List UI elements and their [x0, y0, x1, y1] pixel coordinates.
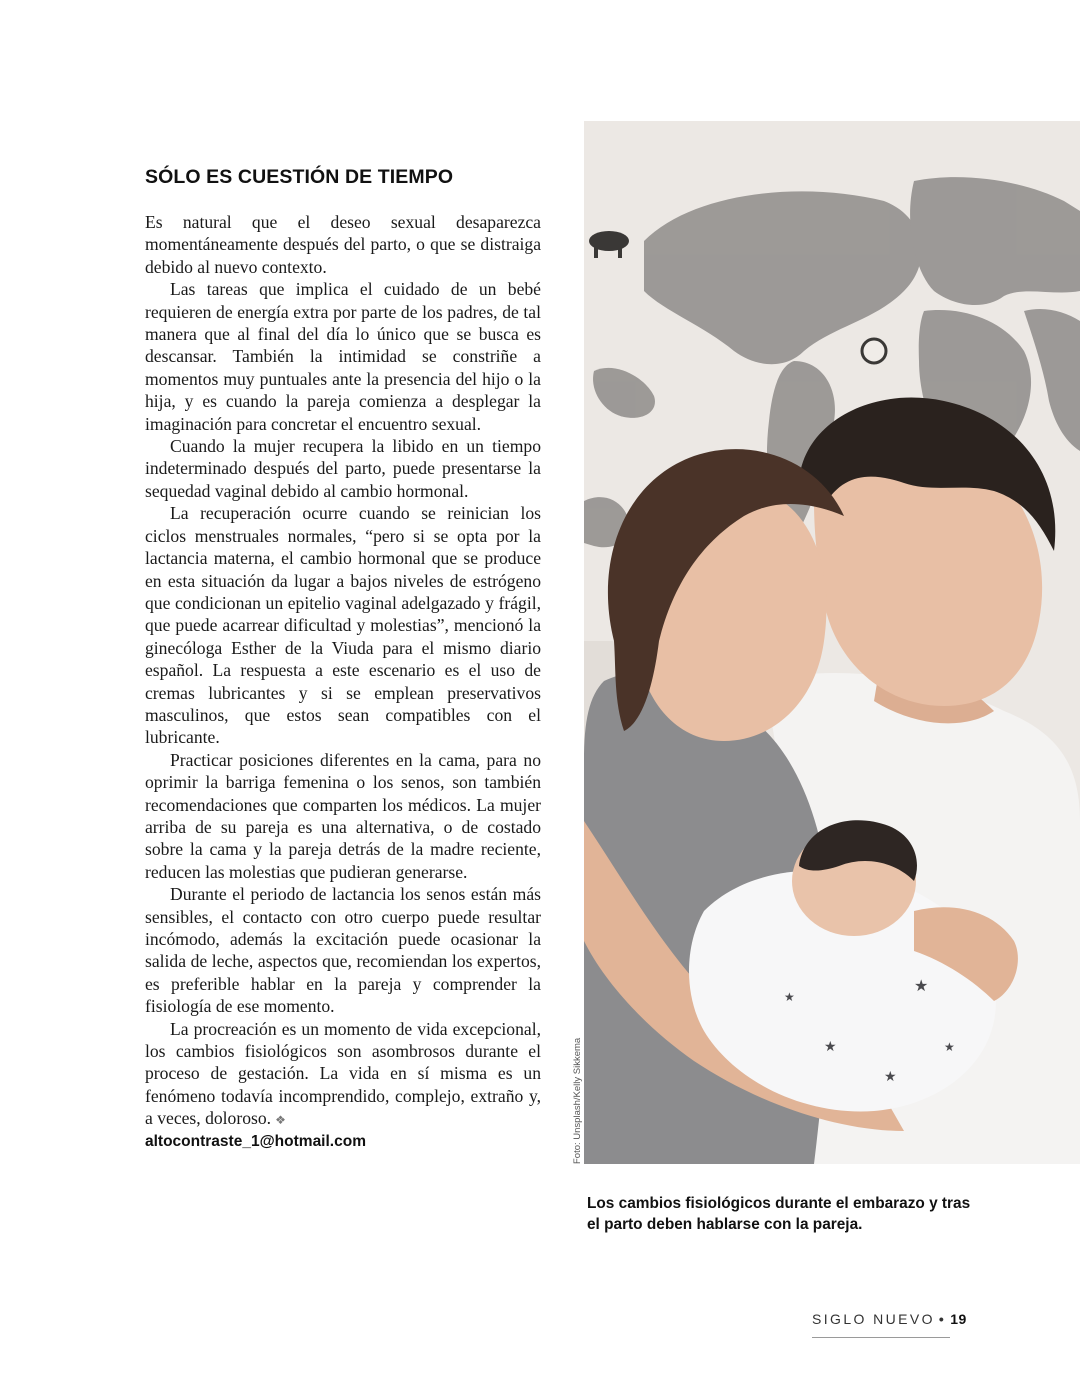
magazine-name: SIGLO NUEVO — [812, 1311, 935, 1327]
folio-rule — [812, 1337, 950, 1338]
article-paragraph: Las tareas que implica el cuidado de un bebé requieren de energía extra por parte de los padres, de tal manera que al final del día lo único que se busca es descansar. También la intimidad se constriñe a momentos muy puntuales ante la presencia del hijo o la hija, y es cuando la pareja comienza a desplegar la imaginación para concretar el encuentro sexual. — [145, 279, 541, 434]
page-number: 19 — [950, 1311, 967, 1327]
folio-separator: • — [938, 1311, 947, 1327]
article-body — [145, 211, 541, 1152]
article-paragraph: Practicar posiciones diferentes en la cama, para no oprimir la barriga femenina o los senos, son también recomendaciones que comparten los médicos. La mujer arriba de su pareja es una alternativa, o de costado sobre la cama y la pareja detrás de la madre reciente, reducen las molestias que pudieran generarse. — [145, 749, 541, 882]
article-paragraph: Cuando la mujer recupera la libido en un tiempo indeterminado después del parto, puede presentarse la sequedad vaginal debido al cambio hormonal. — [145, 436, 541, 501]
photo-credit: Foto: Unsplash/Kelly Sikkema — [572, 1037, 583, 1164]
svg-text:★: ★ — [944, 1040, 955, 1054]
svg-text:★: ★ — [784, 990, 795, 1004]
family-photo-illustration — [584, 121, 1080, 1164]
svg-text:★: ★ — [884, 1069, 897, 1085]
article-paragraph: Durante el periodo de lactancia los senos están más sensibles, el contacto con otro cuerpo puede resultar incómodo, además la excitación puede ocasionar la salida de leche, aspectos que, recomiendan los expertos, es preferible hablar en la pareja y comprender la fisiología de ese momento. — [145, 884, 541, 1017]
photo-caption: Los cambios fisiológicos durante el embarazo y tras el parto deben hablarse con la pareja. — [587, 1195, 971, 1233]
page-folio — [812, 1311, 967, 1327]
author-email[interactable]: altocontraste_1@hotmail.com — [145, 1132, 366, 1150]
family-photo — [584, 121, 1080, 1164]
article-paragraph-text: La procreación es un momento de vida excepcional, los cambios fisiológicos son asombrosos durante el proceso de gestación. La vida en sí misma es un fenómeno todavía incomprendido, complejo, extraño y, a veces, doloroso. — [145, 1018, 541, 1129]
article-paragraph: Es natural que el deseo sexual desaparezca momentáneamente después del parto, o que se distraiga debido al nuevo contexto. — [145, 212, 541, 277]
article-paragraph: La recuperación ocurre cuando se reinician los ciclos menstruales normales, “pero si se opta por la lactancia materna, el cambio hormonal que se produce en esta situación da lugar a bajos niveles de estrógeno que condicionan un epitelio vaginal adelgazado y frágil, que puede acarrear dificultad y molestias”, mencionó la ginecóloga Esther de la Viuda para el mismo diario español. La respuesta a este escenario es el uso de cremas lubricantes y si se emplean preservativos masculinos, que estos sean compatibles con el lubricante. — [145, 503, 541, 748]
article-heading: SÓLO ES CUESTIÓN DE TIEMPO — [145, 166, 454, 188]
svg-text:★: ★ — [824, 1039, 837, 1055]
end-mark-icon: ❖ — [275, 1113, 286, 1128]
svg-text:★: ★ — [914, 976, 929, 995]
article-paragraph-last — [145, 1018, 541, 1132]
